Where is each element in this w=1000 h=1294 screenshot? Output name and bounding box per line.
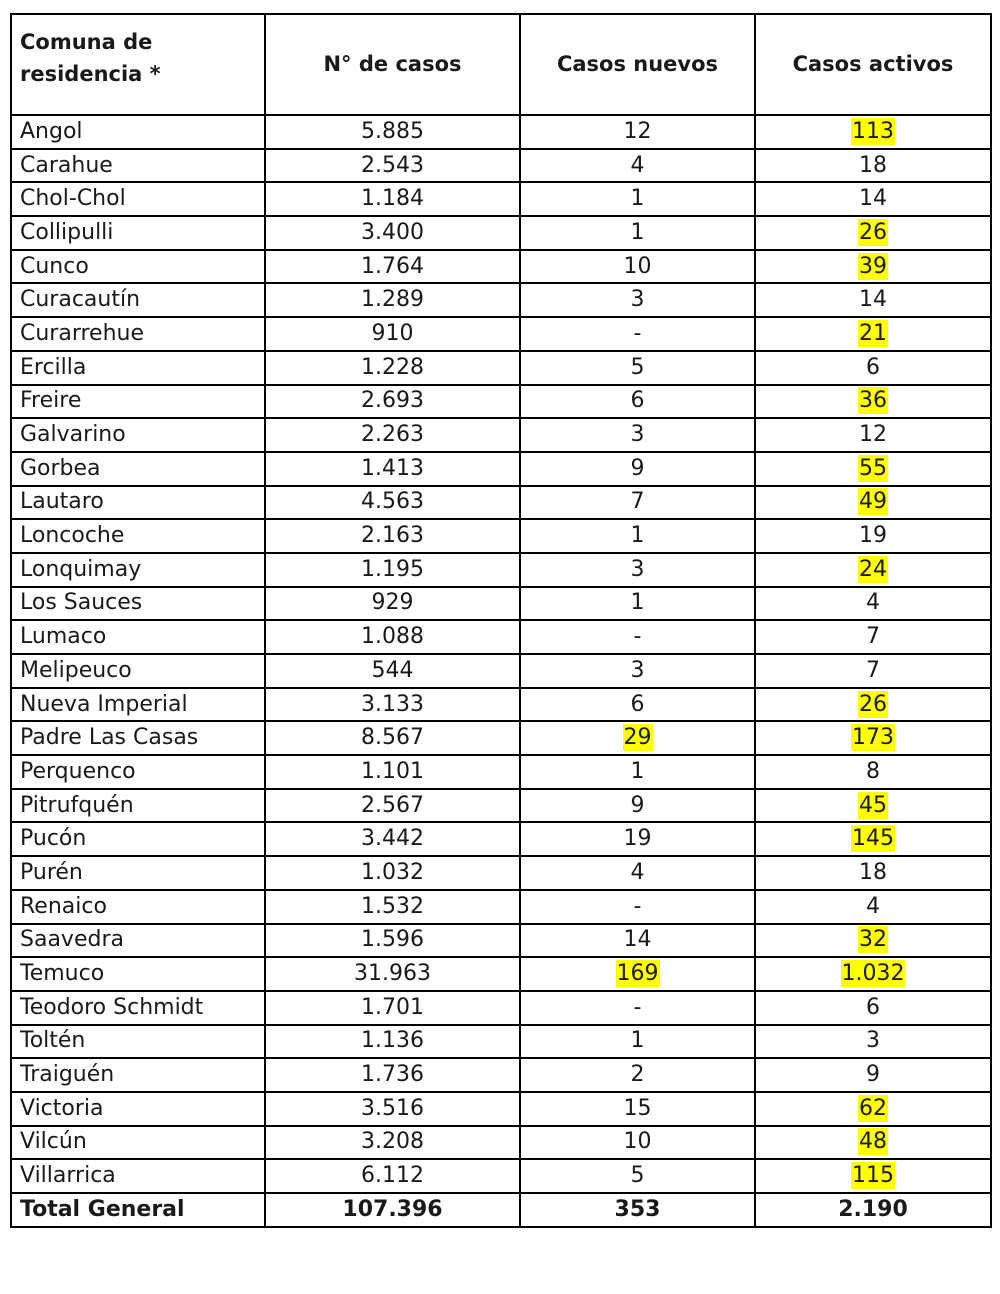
- cell-comuna: Lautaro: [11, 486, 265, 520]
- cell-nuevos: 5: [520, 1159, 755, 1193]
- cell-activos: [755, 1092, 991, 1126]
- cell-comuna: Vilcún: [11, 1126, 265, 1160]
- table-row: [11, 1058, 991, 1092]
- table-row: [11, 216, 991, 250]
- cell-nuevos: 1: [520, 1025, 755, 1059]
- highlighted-value: 29: [623, 725, 652, 751]
- cell-nuevos: 1: [520, 519, 755, 553]
- cell-comuna: Angol: [11, 115, 265, 149]
- cell-casos: 1.736: [265, 1058, 520, 1092]
- cell-comuna: Victoria: [11, 1092, 265, 1126]
- cell-activos: [755, 1159, 991, 1193]
- cell-nuevos: 3: [520, 654, 755, 688]
- cell-activos: 19: [755, 519, 991, 553]
- header-row: [11, 14, 991, 115]
- cell-comuna: Lonquimay: [11, 553, 265, 587]
- highlighted-value: 49: [859, 489, 887, 515]
- highlighted-value: 24: [859, 556, 887, 582]
- table-row: [11, 789, 991, 823]
- cell-nuevos: 12: [520, 115, 755, 149]
- table-footer: [11, 1193, 991, 1227]
- cell-activos: 12: [755, 418, 991, 452]
- cell-casos: 6.112: [265, 1159, 520, 1193]
- table-row: [11, 553, 991, 587]
- cell-comuna: Pitrufquén: [11, 789, 265, 823]
- cell-nuevos: 19: [520, 822, 755, 856]
- header-activos: Casos activos: [755, 14, 991, 115]
- table-row: [11, 721, 991, 755]
- cell-nuevos: [520, 721, 755, 755]
- highlighted-value: 113: [852, 118, 894, 144]
- cell-activos: [755, 688, 991, 722]
- highlighted-value: 21: [859, 320, 887, 346]
- cell-activos: 18: [755, 149, 991, 183]
- cell-nuevos: 7: [520, 486, 755, 520]
- table-row: [11, 182, 991, 216]
- table-row: [11, 755, 991, 789]
- cell-nuevos: -: [520, 991, 755, 1025]
- cell-activos: 7: [755, 654, 991, 688]
- cell-activos: [755, 385, 991, 419]
- table-row: [11, 452, 991, 486]
- cell-casos: 2.543: [265, 149, 520, 183]
- cell-activos: [755, 553, 991, 587]
- cell-activos: [755, 789, 991, 823]
- cell-nuevos: 3: [520, 418, 755, 452]
- table-row: [11, 991, 991, 1025]
- cell-casos: 1.184: [265, 182, 520, 216]
- cell-activos: [755, 317, 991, 351]
- cell-nuevos: 2: [520, 1058, 755, 1092]
- cell-nuevos: -: [520, 620, 755, 654]
- cell-casos: 2.567: [265, 789, 520, 823]
- cell-comuna: Cunco: [11, 250, 265, 284]
- cell-activos: [755, 822, 991, 856]
- total-nuevos: 353: [520, 1193, 755, 1227]
- cell-casos: 3.133: [265, 688, 520, 722]
- highlighted-value: 115: [852, 1163, 894, 1189]
- table-row: [11, 418, 991, 452]
- table-row: [11, 149, 991, 183]
- cell-activos: 8: [755, 755, 991, 789]
- cell-casos: 1.088: [265, 620, 520, 654]
- cell-comuna: Saavedra: [11, 924, 265, 958]
- cell-casos: 31.963: [265, 957, 520, 991]
- cell-nuevos: 9: [520, 789, 755, 823]
- table-row: [11, 856, 991, 890]
- cell-nuevos: 3: [520, 283, 755, 317]
- table-row: [11, 688, 991, 722]
- cell-nuevos: -: [520, 890, 755, 924]
- table-row: [11, 385, 991, 419]
- cell-casos: 1.195: [265, 553, 520, 587]
- cell-nuevos: 6: [520, 688, 755, 722]
- cell-casos: 2.163: [265, 519, 520, 553]
- highlighted-value: 48: [859, 1129, 887, 1155]
- cell-casos: 1.764: [265, 250, 520, 284]
- cell-casos: 910: [265, 317, 520, 351]
- cell-casos: 5.885: [265, 115, 520, 149]
- cell-comuna: Galvarino: [11, 418, 265, 452]
- cell-casos: 8.567: [265, 721, 520, 755]
- cell-casos: 2.693: [265, 385, 520, 419]
- cell-comuna: Villarrica: [11, 1159, 265, 1193]
- cell-comuna: Ercilla: [11, 351, 265, 385]
- cell-casos: 1.596: [265, 924, 520, 958]
- table-body: [11, 115, 991, 1193]
- table-row: [11, 1159, 991, 1193]
- cell-activos: 7: [755, 620, 991, 654]
- table-header: [11, 14, 991, 115]
- table-row: [11, 283, 991, 317]
- cell-nuevos: 10: [520, 250, 755, 284]
- table-row: [11, 1092, 991, 1126]
- cell-comuna: Los Sauces: [11, 587, 265, 621]
- cell-comuna: Freire: [11, 385, 265, 419]
- cell-comuna: Collipulli: [11, 216, 265, 250]
- cell-casos: 3.400: [265, 216, 520, 250]
- cell-casos: 3.516: [265, 1092, 520, 1126]
- cell-activos: 14: [755, 182, 991, 216]
- total-row: [11, 1193, 991, 1227]
- header-nuevos: Casos nuevos: [520, 14, 755, 115]
- cell-activos: [755, 250, 991, 284]
- cell-casos: 1.289: [265, 283, 520, 317]
- highlighted-value: 62: [859, 1095, 887, 1121]
- cell-comuna: Perquenco: [11, 755, 265, 789]
- cell-activos: 18: [755, 856, 991, 890]
- table-row: [11, 890, 991, 924]
- table-row: [11, 822, 991, 856]
- cell-comuna: Traiguén: [11, 1058, 265, 1092]
- highlighted-value: 173: [852, 725, 894, 751]
- cell-casos: 1.228: [265, 351, 520, 385]
- cell-casos: 1.101: [265, 755, 520, 789]
- table-row: [11, 486, 991, 520]
- cell-comuna: Nueva Imperial: [11, 688, 265, 722]
- cell-casos: 1.532: [265, 890, 520, 924]
- cell-nuevos: 5: [520, 351, 755, 385]
- highlighted-value: 55: [859, 455, 887, 481]
- table-row: [11, 250, 991, 284]
- cell-nuevos: 3: [520, 553, 755, 587]
- cell-comuna: Toltén: [11, 1025, 265, 1059]
- cell-nuevos: 15: [520, 1092, 755, 1126]
- cell-casos: 544: [265, 654, 520, 688]
- cell-comuna: Chol-Chol: [11, 182, 265, 216]
- cell-casos: 1.413: [265, 452, 520, 486]
- cell-nuevos: 1: [520, 755, 755, 789]
- table-row: [11, 115, 991, 149]
- cell-casos: 1.701: [265, 991, 520, 1025]
- cell-nuevos: -: [520, 317, 755, 351]
- header-casos: N° de casos: [265, 14, 520, 115]
- cell-activos: [755, 957, 991, 991]
- highlighted-value: 26: [859, 691, 887, 717]
- cell-activos: [755, 1126, 991, 1160]
- cell-nuevos: 1: [520, 182, 755, 216]
- cell-comuna: Melipeuco: [11, 654, 265, 688]
- highlighted-value: 145: [852, 826, 894, 852]
- cell-activos: 14: [755, 283, 991, 317]
- cell-nuevos: [520, 957, 755, 991]
- cell-comuna: Curacautín: [11, 283, 265, 317]
- cell-nuevos: 10: [520, 1126, 755, 1160]
- table-row: [11, 519, 991, 553]
- highlighted-value: 1.032: [841, 961, 905, 987]
- cell-casos: 4.563: [265, 486, 520, 520]
- cell-comuna: Carahue: [11, 149, 265, 183]
- table-row: [11, 924, 991, 958]
- cell-nuevos: 9: [520, 452, 755, 486]
- cell-activos: 9: [755, 1058, 991, 1092]
- cell-activos: [755, 486, 991, 520]
- cell-casos: 2.263: [265, 418, 520, 452]
- cell-activos: 4: [755, 890, 991, 924]
- cell-casos: 929: [265, 587, 520, 621]
- cell-activos: [755, 216, 991, 250]
- table-row: [11, 1126, 991, 1160]
- cell-nuevos: 6: [520, 385, 755, 419]
- highlighted-value: 26: [859, 219, 887, 245]
- cell-comuna: Lumaco: [11, 620, 265, 654]
- highlighted-value: 169: [616, 961, 659, 987]
- cell-activos: 6: [755, 351, 991, 385]
- cell-nuevos: 1: [520, 587, 755, 621]
- cell-comuna: Pucón: [11, 822, 265, 856]
- table-row: [11, 317, 991, 351]
- cell-activos: [755, 452, 991, 486]
- cell-activos: [755, 721, 991, 755]
- cell-activos: [755, 924, 991, 958]
- cell-nuevos: 1: [520, 216, 755, 250]
- header-comuna: Comuna de residencia *: [11, 14, 265, 115]
- highlighted-value: 39: [859, 253, 887, 279]
- table-row: [11, 1025, 991, 1059]
- cell-comuna: Renaico: [11, 890, 265, 924]
- cell-comuna: Purén: [11, 856, 265, 890]
- highlighted-value: 45: [859, 792, 887, 818]
- table-row: [11, 620, 991, 654]
- total-activos: 2.190: [755, 1193, 991, 1227]
- table-row: [11, 587, 991, 621]
- cell-comuna: Curarrehue: [11, 317, 265, 351]
- table-row: [11, 957, 991, 991]
- highlighted-value: 36: [859, 388, 887, 414]
- cell-nuevos: 4: [520, 149, 755, 183]
- cell-activos: [755, 115, 991, 149]
- highlighted-value: 32: [859, 927, 887, 953]
- cell-casos: 3.442: [265, 822, 520, 856]
- cell-activos: 6: [755, 991, 991, 1025]
- cell-nuevos: 14: [520, 924, 755, 958]
- cell-comuna: Padre Las Casas: [11, 721, 265, 755]
- cell-casos: 1.136: [265, 1025, 520, 1059]
- cell-comuna: Gorbea: [11, 452, 265, 486]
- table-row: [11, 654, 991, 688]
- total-casos: 107.396: [265, 1193, 520, 1227]
- cell-activos: 3: [755, 1025, 991, 1059]
- total-label: Total General: [11, 1193, 265, 1227]
- table-row: [11, 351, 991, 385]
- cell-activos: 4: [755, 587, 991, 621]
- cell-comuna: Temuco: [11, 957, 265, 991]
- cases-table: [10, 13, 992, 1228]
- cell-comuna: Loncoche: [11, 519, 265, 553]
- cell-comuna: Teodoro Schmidt: [11, 991, 265, 1025]
- cell-casos: 3.208: [265, 1126, 520, 1160]
- cell-casos: 1.032: [265, 856, 520, 890]
- cell-nuevos: 4: [520, 856, 755, 890]
